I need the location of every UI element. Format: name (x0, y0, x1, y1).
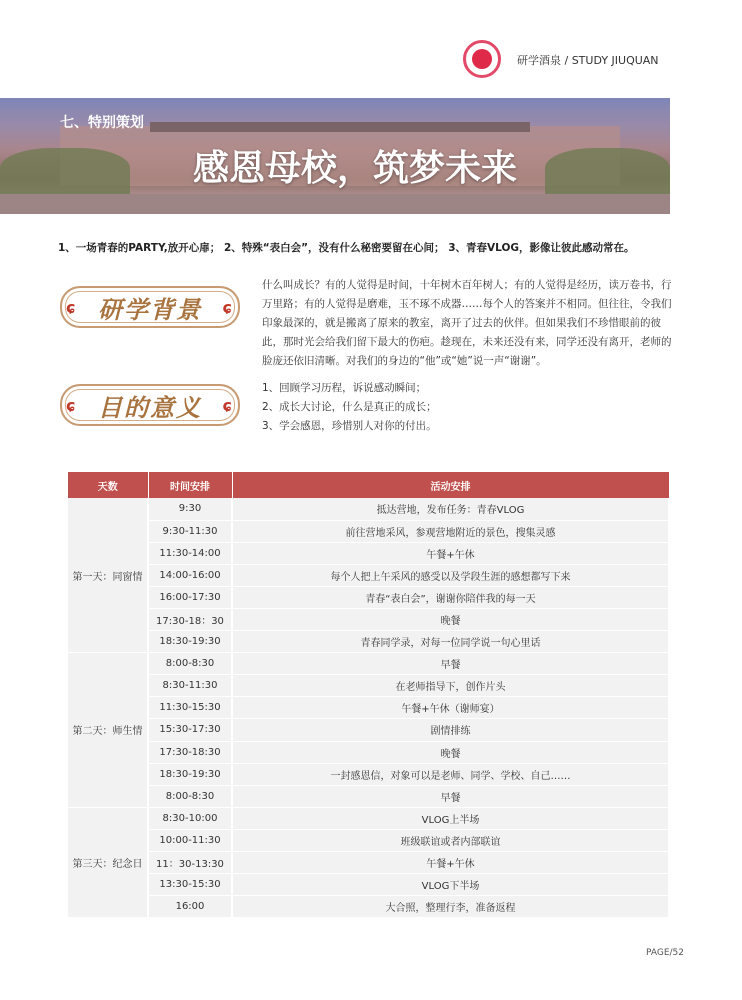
table-row (68, 874, 669, 896)
time-cell: 15:30-17:30 (148, 719, 232, 741)
time-cell: 11:30-15:30 (148, 697, 232, 719)
table-row (68, 608, 669, 630)
header-time: 时间安排 (148, 472, 232, 498)
activity-cell: 青春“表白会”，谢谢你陪伴我的每一天 (232, 586, 669, 608)
time-cell: 11：30-13:30 (148, 852, 232, 874)
table-row (68, 586, 669, 608)
schedule-table (68, 472, 670, 918)
activity-cell: VLOG下半场 (232, 874, 669, 896)
table-row (68, 763, 669, 785)
header-day: 天数 (68, 472, 148, 498)
banner-title: 感恩母校，筑梦未来 (192, 147, 517, 189)
time-cell: 18:30-19:30 (148, 763, 232, 785)
header-activity: 活动安排 (232, 472, 669, 498)
table-row (68, 564, 669, 586)
activity-cell: 午餐+午休（谢师宴） (232, 697, 669, 719)
purpose-list (262, 379, 672, 436)
table-row (68, 631, 669, 653)
time-cell: 16:00 (148, 896, 232, 918)
activity-cell: 抵达营地，发布任务：青春VLOG (232, 498, 669, 520)
time-cell: 8:00-8:30 (148, 653, 232, 675)
activity-cell: 青春同学录，对每一位同学说一句心里话 (232, 631, 669, 653)
table-row (68, 785, 669, 807)
day-cell: 第二天：师生情 (68, 653, 148, 808)
activity-cell: 晚餐 (232, 608, 669, 630)
table-row (68, 741, 669, 763)
brand-title: 研学酒泉 / STUDY JIUQUAN (517, 54, 659, 67)
table-row (68, 653, 669, 675)
background-text: 什么叫成长？有的人觉得是时间，十年树木百年树人；有的人觉得是经历，读万卷书，行万里路；有的人觉得是磨难，玉不琢不成器……每个人的答案并不相同。但往往，令我们印象最深的，就是搬离了原来的教室，离开了过去的伙伴。但如果我们不珍惜眼前的彼此，那时光会给我们留下最大的伤疤。趁现在，未来还没有来，同学还没有离开，老师的脸庞还依旧清晰。对我们的身边的“他”或“她”说一声“谢谢”。 (262, 279, 672, 367)
time-cell: 14:00-16:00 (148, 564, 232, 586)
table-row (68, 520, 669, 542)
activity-cell: 剧情排练 (232, 719, 669, 741)
activity-cell: 晚餐 (232, 741, 669, 763)
time-cell: 9:30 (148, 498, 232, 520)
time-cell: 16:00-17:30 (148, 586, 232, 608)
table-row (68, 719, 669, 741)
page-number: PAGE/52 (646, 948, 684, 958)
purpose-tag: ɕ 目的意义 ɕ (60, 384, 240, 426)
table-row (68, 829, 669, 851)
table-row (68, 697, 669, 719)
activity-cell: 每个人把上午采风的感受以及学段生涯的感想都写下来 (232, 564, 669, 586)
time-cell: 17:30-18：30 (148, 608, 232, 630)
background-tag: ɕ 研学背景 ɕ (60, 286, 240, 328)
time-cell: 10:00-11:30 (148, 829, 232, 851)
purpose-item: 3、学会感恩，珍惜别人对你的付出。 (262, 420, 437, 432)
table-row (68, 498, 669, 520)
activity-cell: 早餐 (232, 653, 669, 675)
time-cell: 8:30-10:00 (148, 807, 232, 829)
activity-cell: 班级联谊或者内部联谊 (232, 829, 669, 851)
table-row (68, 807, 669, 829)
activity-cell: 午餐+午休 (232, 852, 669, 874)
activity-cell: 午餐+午休 (232, 542, 669, 564)
purpose-item: 1、回顾学习历程，诉说感动瞬间； (262, 382, 427, 394)
time-cell: 8:30-11:30 (148, 675, 232, 697)
table-row (68, 896, 669, 918)
activity-cell: 在老师指导下，创作片头 (232, 675, 669, 697)
time-cell: 8:00-8:30 (148, 785, 232, 807)
table-row (68, 542, 669, 564)
time-cell: 11:30-14:00 (148, 542, 232, 564)
time-cell: 9:30-11:30 (148, 520, 232, 542)
activity-cell: 大合照，整理行李，准备返程 (232, 896, 669, 918)
purpose-item: 2、成长大讨论，什么是真正的成长； (262, 401, 437, 413)
table-row (68, 852, 669, 874)
lead-text: 1、一场青春的PARTY,放开心扉； 2、特殊“表白会”，没有什么秘密要留在心间； 3、青春VLOG，影像让彼此感动常在。 (58, 242, 635, 254)
activity-cell: 早餐 (232, 785, 669, 807)
table-row (68, 675, 669, 697)
time-cell: 13:30-15:30 (148, 874, 232, 896)
logo (463, 40, 501, 78)
day-cell: 第三天：纪念日 (68, 807, 148, 917)
day-cell: 第一天：同窗情 (68, 498, 148, 653)
activity-cell: VLOG上半场 (232, 807, 669, 829)
time-cell: 17:30-18:30 (148, 741, 232, 763)
time-cell: 18:30-19:30 (148, 631, 232, 653)
section-heading: 七、特别策划 (60, 115, 144, 131)
activity-cell: 前往营地采风，参观营地附近的景色，搜集灵感 (232, 520, 669, 542)
activity-cell: 一封感恩信，对象可以是老师、同学、学校、自己…… (232, 763, 669, 785)
